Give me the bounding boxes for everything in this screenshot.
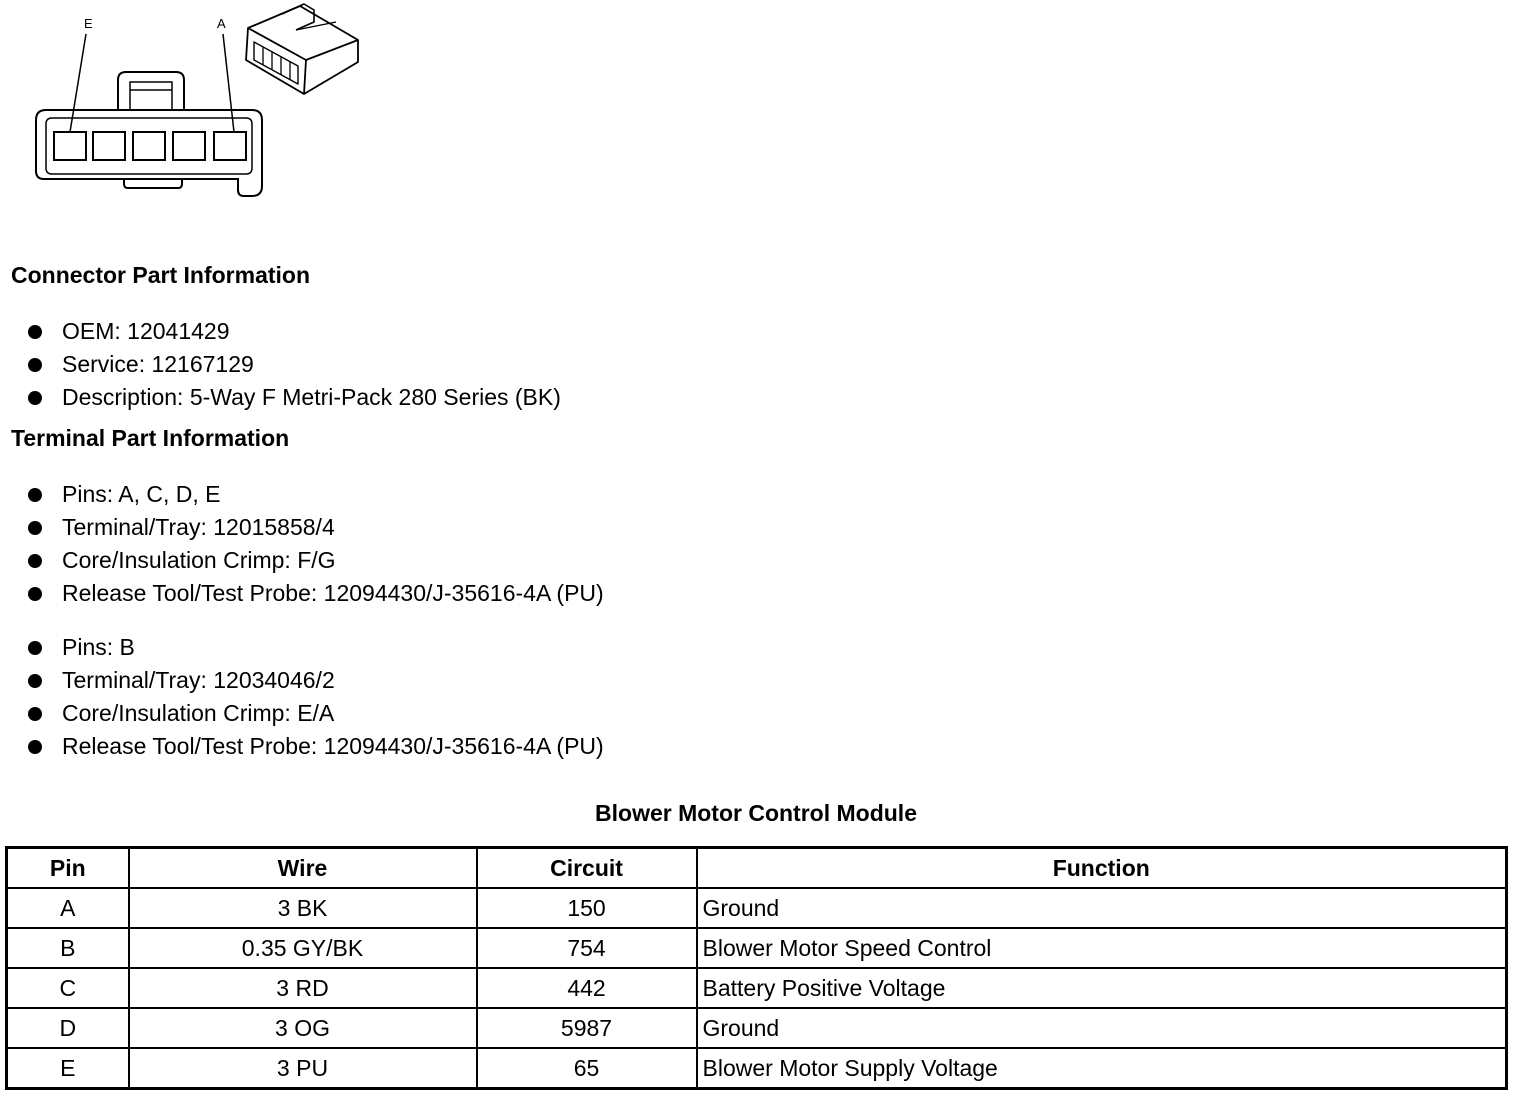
table-row [7, 888, 1507, 928]
list-item [28, 730, 604, 763]
connector-isometric-view [246, 4, 358, 94]
cell-circuit: 442 [477, 968, 697, 1008]
pin-cavity-a [214, 132, 246, 160]
table-row [7, 1048, 1507, 1089]
list-item-text: Core/Insulation Crimp: E/A [62, 700, 335, 726]
cell-pin: D [7, 1008, 129, 1048]
list-item [28, 348, 561, 381]
list-item-text: Terminal/Tray: 12015858/4 [62, 514, 335, 540]
list-item-text: OEM: 12041429 [62, 318, 230, 344]
connector-part-list [28, 315, 561, 414]
cell-wire: 3 OG [129, 1008, 477, 1048]
list-item-text: Description: 5-Way F Metri-Pack 280 Series (BK) [62, 384, 561, 410]
list-item [28, 697, 604, 730]
pin-cavity-d [93, 132, 125, 160]
list-item-text: Pins: A, C, D, E [62, 481, 221, 507]
bullet-icon [28, 707, 42, 721]
bullet-icon [28, 641, 42, 655]
terminal-part-list-2 [28, 631, 604, 763]
cell-function: Battery Positive Voltage [697, 968, 1507, 1008]
cell-function: Ground [697, 888, 1507, 928]
bullet-icon [28, 674, 42, 688]
list-item [28, 631, 604, 664]
list-item [28, 381, 561, 414]
list-item-text: Terminal/Tray: 12034046/2 [62, 667, 335, 693]
column-header-wire: Wire [129, 848, 477, 889]
list-item [28, 577, 604, 610]
connector-inner-frame [46, 118, 252, 174]
cell-circuit: 150 [477, 888, 697, 928]
bullet-icon [28, 488, 42, 502]
cell-circuit: 65 [477, 1048, 697, 1089]
terminal-part-list-1 [28, 478, 604, 610]
cell-circuit: 754 [477, 928, 697, 968]
cell-function: Ground [697, 1008, 1507, 1048]
cell-circuit: 5987 [477, 1008, 697, 1048]
bullet-icon [28, 554, 42, 568]
list-item-text: Core/Insulation Crimp: F/G [62, 547, 336, 573]
pin-cavity-e [54, 132, 86, 160]
bullet-icon [28, 391, 42, 405]
bullet-icon [28, 325, 42, 339]
cell-pin: A [7, 888, 129, 928]
bullet-icon [28, 521, 42, 535]
cell-pin: E [7, 1048, 129, 1089]
table-row [7, 928, 1507, 968]
cell-function: Blower Motor Speed Control [697, 928, 1507, 968]
pin-cavity-c [133, 132, 165, 160]
bullet-icon [28, 740, 42, 754]
cell-wire: 0.35 GY/BK [129, 928, 477, 968]
list-item [28, 478, 604, 511]
connector-body [36, 110, 262, 196]
terminal-part-heading: Terminal Part Information [11, 425, 290, 451]
pinout-table [5, 846, 1508, 1090]
bottom-ridge [124, 179, 182, 188]
list-item [28, 544, 604, 577]
pin-label-a: A [217, 16, 226, 31]
bullet-icon [28, 587, 42, 601]
cell-wire: 3 PU [129, 1048, 477, 1089]
list-item [28, 664, 604, 697]
cell-pin: B [7, 928, 129, 968]
cell-pin: C [7, 968, 129, 1008]
list-item [28, 315, 561, 348]
table-header-row [7, 848, 1507, 889]
list-item-text: Release Tool/Test Probe: 12094430/J-35616-4A (PU) [62, 733, 604, 759]
list-item-text: Pins: B [62, 634, 135, 660]
list-item-text: Release Tool/Test Probe: 12094430/J-35616-4A (PU) [62, 580, 604, 606]
connector-diagram [0, 0, 380, 215]
column-header-circuit: Circuit [477, 848, 697, 889]
table-title: Blower Motor Control Module [595, 800, 917, 826]
table-row [7, 968, 1507, 1008]
column-header-function: Function [697, 848, 1507, 889]
pin-label-e: E [84, 16, 93, 31]
connector-part-heading: Connector Part Information [11, 262, 311, 288]
list-item [28, 511, 604, 544]
cell-wire: 3 RD [129, 968, 477, 1008]
cell-function: Blower Motor Supply Voltage [697, 1048, 1507, 1089]
table-row [7, 1008, 1507, 1048]
bullet-icon [28, 358, 42, 372]
cell-wire: 3 BK [129, 888, 477, 928]
locking-tab [118, 72, 184, 110]
column-header-pin: Pin [7, 848, 129, 889]
pin-cavity-b [173, 132, 205, 160]
list-item-text: Service: 12167129 [62, 351, 254, 377]
